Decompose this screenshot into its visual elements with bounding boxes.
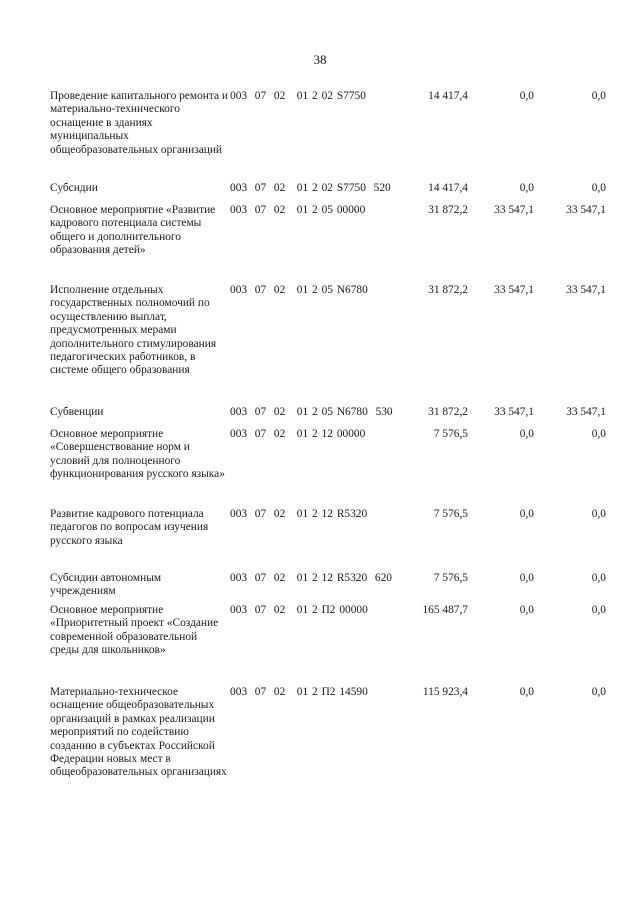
row-name: Материально-техническое оснащение общеобразовательных организаций в рамках реализации мероприятий по содействию созданию в субъектах Российской Федерации новых мест в общеобразовательных организациях (50, 686, 227, 779)
row-value-2: 0,0 (519, 572, 534, 584)
row-code: 003 07 02 01 2 П2 00000 (230, 604, 368, 616)
row-code: 003 07 02 01 2 П2 14590 (230, 686, 368, 698)
row-name: Развитие кадрового потенциала педагогов по вопросам изучения русского языка (50, 508, 209, 547)
row-code: 003 07 02 01 2 12 R5320 620 (230, 572, 392, 584)
row-value-1: 31 872,2 (428, 406, 468, 418)
row-code: 003 07 02 01 2 05 N6780 (230, 284, 368, 296)
row-name: Проведение капитального ремонта и материально-технического оснащение в зданиях муниципальных общеобразовательных организаций (50, 90, 228, 156)
row-value-2: 33 547,1 (494, 406, 534, 418)
row-name: Субсидии (50, 182, 98, 194)
row-value-3: 33 547,1 (566, 406, 606, 418)
row-code: 003 07 02 01 2 12 R5320 (230, 508, 368, 520)
row-value-3: 0,0 (591, 428, 606, 440)
row-name: Основное мероприятие «Развитие кадрового потенциала системы общего и дополнительного образования детей» (50, 204, 216, 257)
row-value-3: 33 547,1 (566, 204, 606, 216)
page-number: 38 (313, 52, 327, 67)
row-value-1: 31 872,2 (428, 204, 468, 216)
row-value-3: 0,0 (591, 686, 606, 698)
row-value-2: 0,0 (519, 686, 534, 698)
row-value-1: 115 923,4 (422, 686, 468, 698)
row-code: 003 07 02 01 2 02 S7750 520 (230, 182, 391, 194)
row-name: Исполнение отдельных государственных полномочий по осуществлению выплат, предусмотренных мерами дополнительного стимулирования педагогических работников, в системе общего образования (50, 284, 217, 377)
row-value-1: 31 872,2 (428, 284, 468, 296)
row-value-1: 14 417,4 (428, 182, 468, 194)
row-code: 003 07 02 01 2 02 S7750 (230, 90, 366, 102)
row-value-3: 0,0 (591, 572, 606, 584)
row-value-2: 0,0 (519, 508, 534, 520)
row-value-1: 7 576,5 (433, 572, 468, 584)
row-code: 003 07 02 01 2 12 00000 (230, 428, 366, 440)
row-value-1: 7 576,5 (433, 428, 468, 440)
row-name: Субвенции (50, 406, 104, 418)
row-value-3: 0,0 (591, 508, 606, 520)
row-code: 003 07 02 01 2 05 00000 (230, 204, 366, 216)
row-value-3: 0,0 (591, 182, 606, 194)
row-value-2: 0,0 (519, 182, 534, 194)
row-value-2: 0,0 (519, 604, 534, 616)
row-name: Основное мероприятие «Приоритетный проект «Создание современной образовательной среды для школьников» (50, 604, 219, 657)
row-value-2: 0,0 (519, 90, 534, 102)
row-name: Основное мероприятие «Совершенствование норм и условий для полноценного функционирования русского языка» (50, 428, 225, 481)
row-value-3: 0,0 (591, 604, 606, 616)
row-value-3: 0,0 (591, 90, 606, 102)
row-value-1: 14 417,4 (428, 90, 468, 102)
row-value-3: 33 547,1 (566, 284, 606, 296)
row-value-1: 165 487,7 (422, 604, 468, 616)
row-value-2: 0,0 (519, 428, 534, 440)
row-value-2: 33 547,1 (494, 284, 534, 296)
row-name: Субсидии автономным учреждениям (50, 572, 162, 598)
row-value-1: 7 576,5 (433, 508, 468, 520)
row-value-2: 33 547,1 (494, 204, 534, 216)
row-code: 003 07 02 01 2 05 N6780 530 (230, 406, 393, 418)
